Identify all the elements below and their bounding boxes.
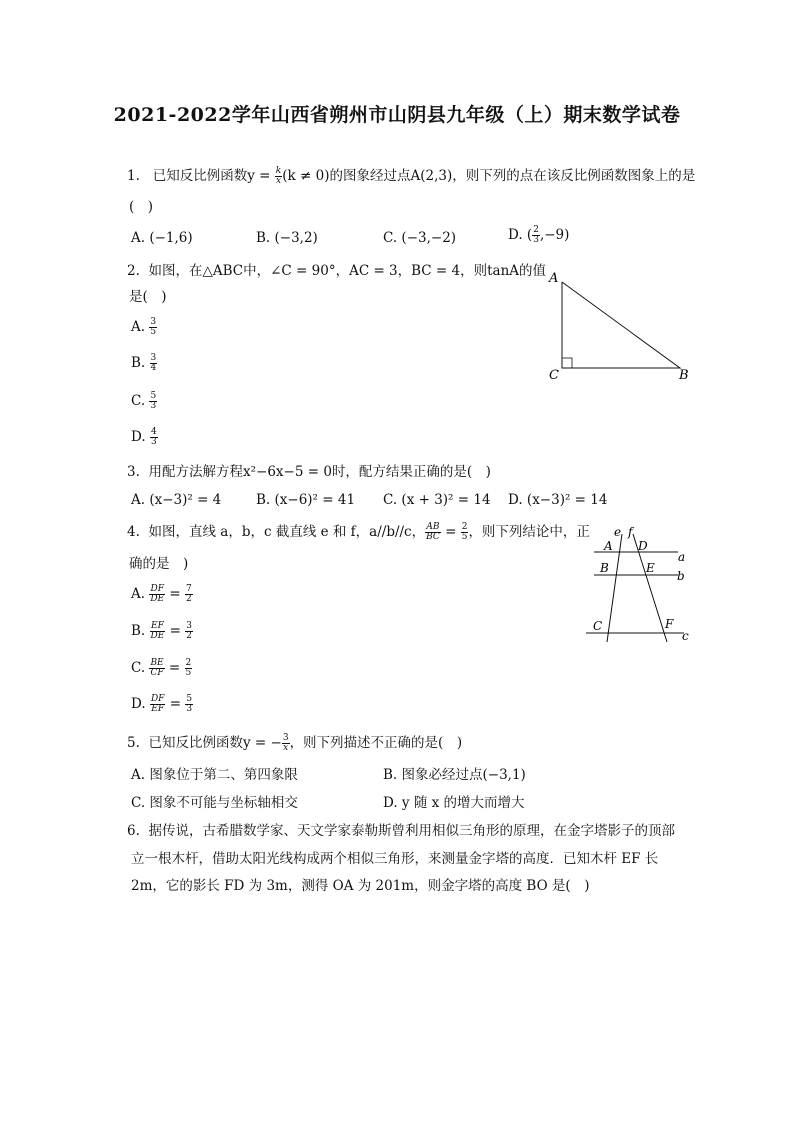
label-f-point: F (665, 617, 674, 631)
question-number: 5. (127, 735, 140, 751)
question-5: 5. 已知反比例函数y = − $\frac{3}{x}$ ，则下列描述不正确的是( ) (127, 733, 463, 753)
label-e-point: E (646, 561, 655, 575)
option-a: A. (−1,6) (131, 230, 193, 246)
option-c: C. $\frac{BE}{CF}$ = $\frac{2}{5}$ (131, 658, 192, 678)
label-c-point: C (593, 619, 603, 633)
question-4: 4. 如图，直线 a，b，c 截直线 e 和 f，a//b//c， $\frac{AB}{BC}$ = $\frac{2}{5}$ ，则下列结论中，正 (127, 522, 590, 542)
question-number: 3. (127, 464, 140, 480)
question-2 (127, 262, 546, 280)
question-text: 如图，直线 a，b，c 截直线 e 和 f，a//b//c， (148, 524, 426, 540)
label-a-line: a (678, 550, 686, 564)
answer-bracket: ( ) (129, 199, 154, 215)
question-text: 用配方法解方程x²−6x−5 = 0时，配方结果正确的是( ) (148, 464, 491, 480)
label-b: B (679, 368, 689, 383)
question-number: 1. (127, 168, 140, 184)
parallel-lines-figure (580, 524, 700, 654)
option-c: C. $\frac{5}{3}$ (131, 391, 157, 411)
question-6-line-3: 2m，它的影长 FD 为 3m，测得 OA 为 201m，则金字塔的高度 BO 是( ) (131, 878, 590, 894)
fraction: $\frac{k}{x}$ (275, 166, 282, 186)
option-b: B. $\frac{EF}{DE}$ = $\frac{3}{2}$ (131, 621, 192, 641)
label-a: A (549, 271, 559, 286)
option-b: B. 图象必经过点(−3,1) (383, 767, 526, 783)
option-c: C. (x + 3)² = 14 (383, 492, 491, 508)
triangle-abc (562, 282, 680, 368)
label-a-point: A (604, 539, 613, 553)
option-d: D. $\frac{4}{3}$ (131, 427, 157, 447)
option-d: D. (x−3)² = 14 (508, 492, 608, 508)
question-6 (127, 822, 675, 840)
label-d-point: D (638, 539, 648, 553)
question-text: 已知反比例函数y = − (148, 735, 282, 751)
option-c: C. (−3,−2) (383, 230, 457, 246)
question-3 (127, 463, 491, 481)
option-a: A. $\frac{DF}{DE}$ = $\frac{7}{2}$ (131, 584, 192, 604)
triangle-figure (540, 268, 700, 388)
option-b: B. $\frac{3}{4}$ (131, 353, 157, 373)
answer-bracket: 是( ) (129, 289, 167, 305)
option-d: D. ( $\frac{2}{3}$ ,−9) (508, 225, 570, 245)
answer-bracket: 确的是 ) (129, 556, 189, 572)
question-text: 据传说，古希腊数学家、天文学家泰勒斯曾利用相似三角形的原理，在金字塔影子的顶部 (148, 823, 675, 839)
option-b: B. (−3,2) (256, 230, 318, 246)
option-d: D. y 随 x 的增大而增大 (383, 795, 525, 811)
page-title: 2021-2022学年山西省朔州市山阴县九年级（上）期末数学试卷 (113, 104, 681, 126)
question-number: 6. (127, 823, 140, 839)
label-b-point: B (600, 561, 609, 575)
question-text: 已知反比例函数y = (152, 168, 275, 184)
label-f: f (628, 525, 633, 539)
question-number: 2. (127, 263, 140, 279)
option-c: C. 图象不可能与坐标轴相交 (131, 795, 298, 811)
question-1 (127, 167, 695, 186)
option-a: A. $\frac{3}{5}$ (131, 317, 157, 337)
question-text-cont: (k ≠ 0)的图象经过点A(2,3)，则下列的点在该反比例函数图象上的是 (282, 168, 696, 184)
question-6-line-2: 立一根木杆，借助太阳光线构成两个相似三角形，来测量金字塔的高度．已知木杆 EF 长 (131, 851, 659, 867)
option-a: A. (x−3)² = 4 (131, 492, 222, 508)
option-d: D. $\frac{DF}{EF}$ = $\frac{5}{3}$ (131, 694, 193, 714)
right-angle-mark (562, 358, 572, 368)
label-e: e (614, 525, 622, 539)
question-text: 如图，在△ABC中，∠C = 90°，AC = 3，BC = 4，则tanA的值 (148, 263, 547, 279)
label-c-line: c (682, 629, 689, 643)
label-b-line: b (677, 569, 685, 583)
option-a: A. 图象位于第二、第四象限 (131, 767, 298, 783)
question-number: 4. (127, 524, 140, 540)
label-c: C (549, 368, 559, 383)
option-b: B. (x−6)² = 41 (256, 492, 356, 508)
